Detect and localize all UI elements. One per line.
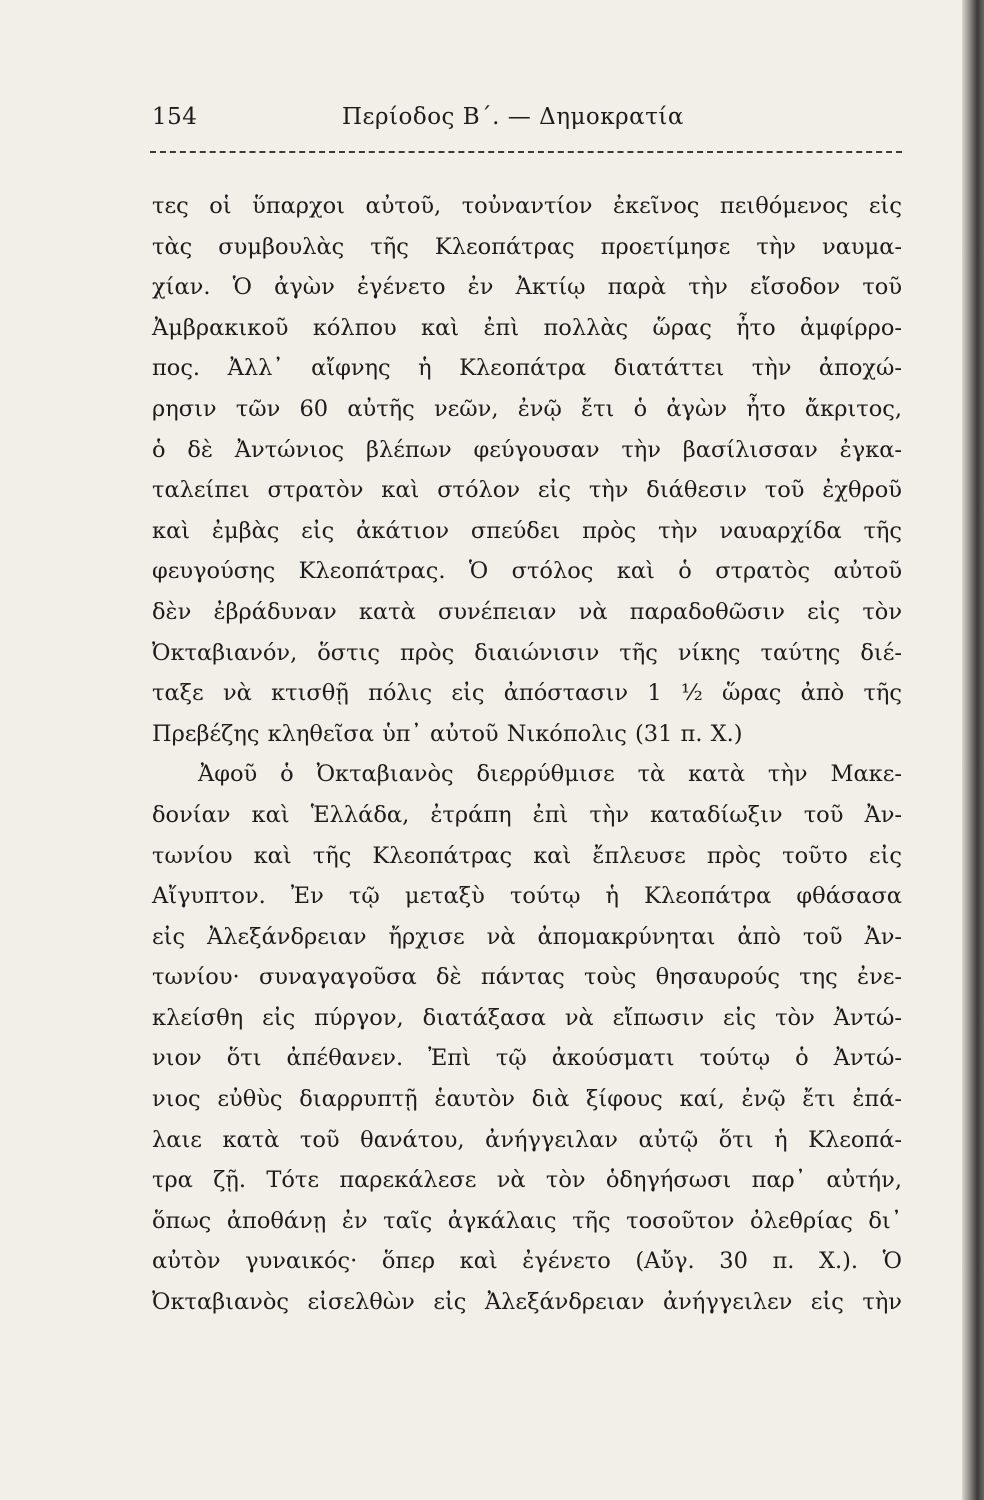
text-line: τωνίου καὶ τῆς Κλεοπάτρας καὶ ἔπλευσε πρὸς τοῦτο εἰς [152,842,902,869]
header-rule [150,151,902,153]
text-line: Πρεβέζης κληθεῖσα ὑπ᾽ αὐτοῦ Νικόπολις (31 π. Χ.) [152,720,743,747]
text-line: ταλείπει στρατὸν καὶ στόλον εἰς τὴν διάθεσιν τοῦ ἐχθροῦ [152,477,902,504]
text-line: δὲν ἐβράδυναν κατὰ συνέπειαν νὰ παραδοθῶσιν εἰς τὸν [152,598,902,625]
text-line: πος. Ἀλλ᾽ αἴφνης ἡ Κλεοπάτρα διατάττει τὴν ἀποχώ- [152,355,902,382]
text-line: καὶ ἐμβὰς εἰς ἀκάτιον σπεύδει πρὸς τὴν ναυαρχίδα τῆς [152,517,902,544]
text-line: τωνίου· συναγαγοῦσα δὲ πάντας τοὺς θησαυρούς της ἐνε- [152,964,902,991]
text-line: κλείσθη εἰς πύργον, διατάξασα νὰ εἴπωσιν εἰς τὸν Ἀντώ- [152,1004,902,1031]
text-line: Ἀμβρακικοῦ κόλπου καὶ ἐπὶ πολλὰς ὥρας ἦτο ἀμφίρρο- [152,314,902,341]
text-line: δονίαν καὶ Ἑλλάδα, ἐτράπη ἐπὶ τὴν καταδίωξιν τοῦ Ἀν- [152,801,902,828]
text-line: αὐτὸν γυναικός· ὅπερ καὶ ἐγένετο (Αὔγ. 30 π. Χ.). Ὁ [152,1248,902,1275]
book-spine-shadow [962,0,984,1500]
text-line: ὅπως ἀποθάνῃ ἐν ταῖς ἀγκάλαις τῆς τοσοῦτον ὀλεθρίας δι᾽ [152,1207,902,1234]
text-line: τες οἱ ὕπαρχοι αὐτοῦ, τοὐναντίον ἐκεῖνος πειθόμενος εἰς [152,193,902,219]
text-line: τὰς συμβουλὰς τῆς Κλεοπάτρας προετίμησε τὴν ναυμα- [152,233,902,260]
page-number: 154 [152,104,198,130]
text-line: χίαν. Ὁ ἀγὼν ἐγένετο ἐν Ἀκτίῳ παρὰ τὴν εἴσοδον τοῦ [152,274,902,301]
text-line: τρα ζῇ. Τότε παρεκάλεσε νὰ τὸν ὁδηγήσωσι παρ᾽ αὐτήν, [152,1167,902,1194]
text-line: ρησιν τῶν 60 αὐτῆς νεῶν, ἐνῷ ἔτι ὁ ἀγὼν ἦτο ἄκριτος, [152,395,902,422]
text-line: Ὀκταβιανόν, ὅστις πρὸς διαιώνισιν τῆς νίκης ταύτης διέ- [152,639,902,666]
text-line: φευγούσης Κλεοπάτρας. Ὁ στόλος καὶ ὁ στρατὸς αὐτοῦ [152,558,902,585]
text-line: Ἀφοῦ ὁ Ὀκταβιανὸς διερρύθμισε τὰ κατὰ τὴν Μακε- [198,761,902,788]
text-line: Ὀκταβιανὸς εἰσελθὼν εἰς Ἀλεξάνδρειαν ἀνήγγειλεν εἰς τὴν [152,1289,902,1316]
text-line: εἰς Ἀλεξάνδρειαν ἤρχισε νὰ ἀπομακρύνηται ἀπὸ τοῦ Ἀν- [152,923,902,950]
text-line: ταξε νὰ κτισθῇ πόλις εἰς ἀπόστασιν 1 ½ ὥρας ἀπὸ τῆς [152,680,902,707]
text-line: νιος εὐθὺς διαρρυπτῇ ἑαυτὸν διὰ ξίφους καί, ἐνῷ ἔτι ἐπά- [152,1086,902,1113]
text-line: Αἴγυπτον. Ἐν τῷ μεταξὺ τούτῳ ἡ Κλεοπάτρα φθάσασα [152,883,902,910]
text-line: λαιε κατὰ τοῦ θανάτου, ἀνήγγειλαν αὐτῷ ὅτι ἡ Κλεοπά- [152,1126,902,1153]
text-line: ὁ δὲ Ἀντώνιος βλέπων φεύγουσαν τὴν βασίλισσαν ἐγκα- [152,436,902,463]
text-body [152,186,902,1323]
text-line: νιον ὅτι ἀπέθανεν. Ἐπὶ τῷ ἀκούσματι τούτῳ ὁ Ἀντώ- [152,1045,902,1072]
running-title: Περίοδος Β΄. — Δημοκρατία [342,104,684,130]
